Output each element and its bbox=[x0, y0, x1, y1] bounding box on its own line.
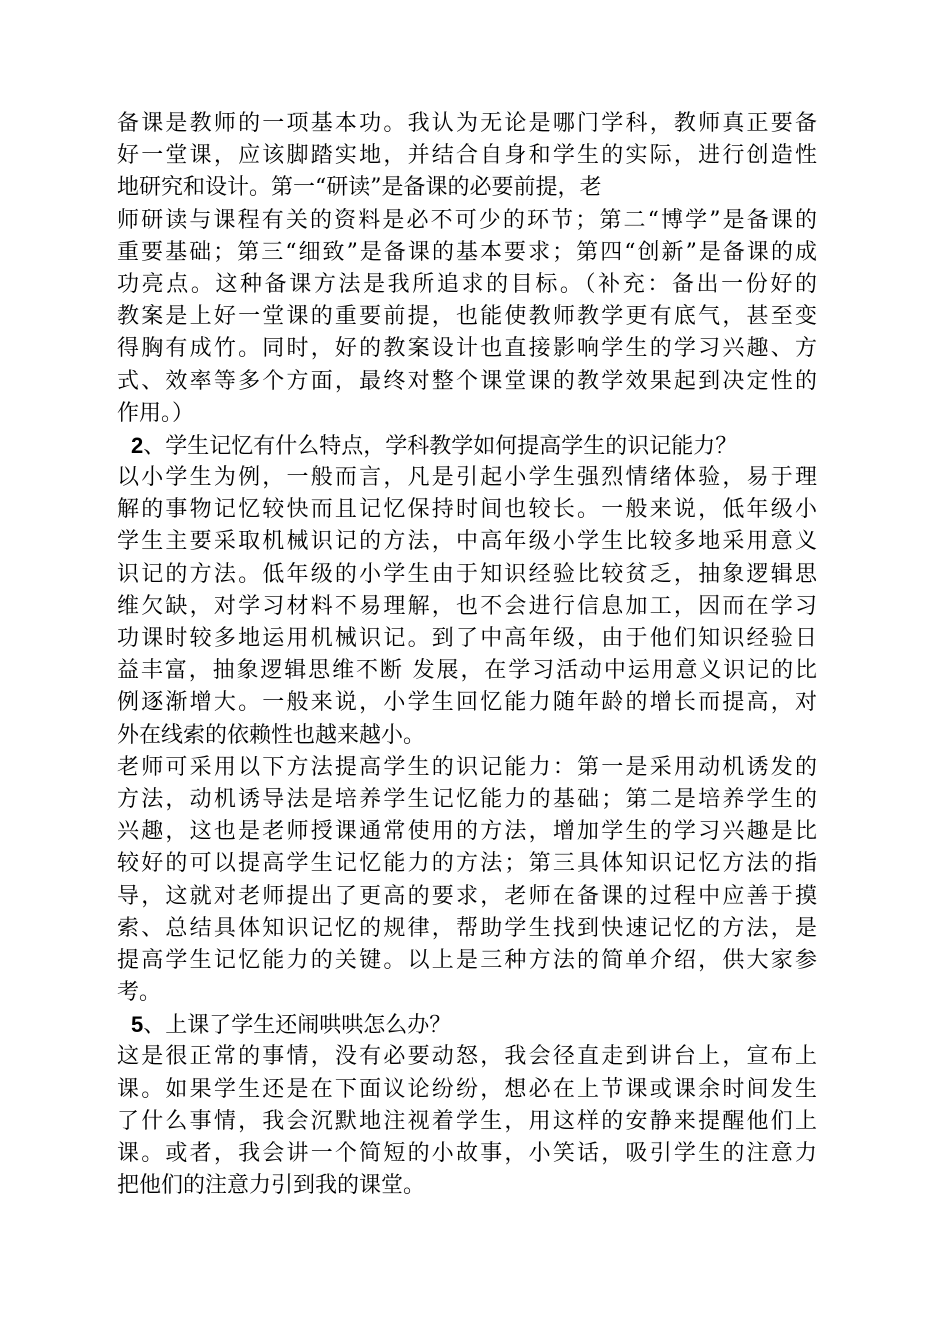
paragraph-line: 方法，动机诱导法是培养学生记忆能力的基础；第二是培养学生的 bbox=[117, 786, 817, 812]
paragraph-line: 识记的方法。低年级的小学生由于知识经验比较贫乏，抽象逻辑思 bbox=[117, 561, 817, 587]
paragraph-line: 功课时较多地运用机械识记。到了中高年级，由于他们知识经验日 bbox=[117, 626, 817, 651]
paragraph-line: 兴趣，这也是老师授课通常使用的方法，增加学生的学习兴趣是比 bbox=[117, 819, 817, 845]
paragraph-line: 以小学生为例，一般而言，凡是引起小学生强烈情绪体验，易于理 bbox=[117, 465, 817, 491]
question-number: 5 bbox=[131, 1012, 144, 1038]
document-body bbox=[117, 108, 817, 1202]
paragraph-line: 教案是上好一堂课的重要前提，也能使教师教学更有底气，甚至变 bbox=[117, 304, 817, 330]
paragraph-line: 提高学生记忆能力的关键。以上是三种方法的简单介绍，供大家参 bbox=[117, 947, 817, 973]
question-text: 、学生记忆有什么特点，学科教学如何提高学生的识记能力？ bbox=[143, 433, 738, 459]
paragraph-line: 导，这就对老师提出了更高的要求，老师在备课的过程中应善于摸 bbox=[117, 883, 817, 909]
paragraph-line: 益丰富，抽象逻辑思维不断 发展，在学习活动中运用意义识记的比 bbox=[117, 658, 817, 684]
paragraph-line: 作用。） bbox=[117, 400, 195, 426]
paragraph-line: 维欠缺，对学习材料不易理解，也不会进行信息加工，因而在学习 bbox=[117, 593, 817, 619]
question-heading bbox=[117, 430, 817, 462]
paragraph-line: 备课是教师的一项基本功。我认为无论是哪门学科，教师真正要备 bbox=[117, 111, 817, 136]
paragraph-line: 了什么事情，我会沉默地注视着学生，用这样的安静来提醒他们上 bbox=[117, 1108, 817, 1134]
paragraph-line: 得胸有成竹。同时，好的教案设计也直接影响学生的学习兴趣、方 bbox=[117, 336, 817, 362]
paragraph-line: 这是很正常的事情，没有必要动怒，我会径直走到讲台上，宣布上 bbox=[117, 1044, 817, 1070]
paragraph-line: 较好的可以提高学生记忆能力的方法；第三具体知识记忆方法的指 bbox=[117, 851, 817, 877]
paragraph-line: 外在线索的依赖性也越来越小。 bbox=[117, 722, 426, 748]
paragraph-line: 学生主要采取机械识记的方法，中高年级小学生比较多地采用意义 bbox=[117, 529, 817, 555]
paragraph-line: 解的事物记忆较快而且记忆保持时间也较长。一般来说，低年级小 bbox=[117, 497, 817, 523]
question-number: 2 bbox=[131, 432, 144, 458]
paragraph-line: 重要基础；第三“细致”是备课的基本要求；第四“创新”是备课的成 bbox=[117, 239, 817, 265]
paragraph-line: 把他们的注意力引到我的课堂。 bbox=[117, 1173, 426, 1199]
question-heading bbox=[117, 1009, 817, 1041]
paragraph-line: 师研读与课程有关的资料是必不可少的环节；第二“博学”是备课的 bbox=[117, 207, 817, 233]
paragraph-line: 地研究和设计。第一“研读”是备课的必要前提，老 bbox=[117, 175, 602, 201]
paragraph-line: 老师可采用以下方法提高学生的识记能力：第一是采用动机诱发的 bbox=[117, 754, 817, 780]
paragraph-line: 课。或者，我会讲一个简短的小故事，小笑话，吸引学生的注意力 bbox=[117, 1141, 817, 1166]
paragraph-line: 索、总结具体知识记忆的规律，帮助学生找到快速记忆的方法，是 bbox=[117, 915, 817, 941]
paragraph-line: 课。如果学生还是在下面议论纷纷，想必在上节课或课余时间发生 bbox=[117, 1076, 817, 1102]
paragraph-line: 例逐渐增大。一般来说，小学生回忆能力随年龄的增长而提高，对 bbox=[117, 690, 817, 716]
paragraph-line: 功亮点。这种备课方法是我所追求的目标。（补充：备出一份好的 bbox=[117, 271, 817, 297]
paragraph-line: 式、效率等多个方面，最终对整个课堂课的教学效果起到决定性的 bbox=[117, 368, 817, 394]
question-text: 、上课了学生还闹哄哄怎么办？ bbox=[143, 1013, 452, 1039]
paragraph-line: 考。 bbox=[117, 980, 162, 1006]
paragraph-line: 好一堂课，应该脚踏实地，并结合自身和学生的实际，进行创造性 bbox=[117, 143, 817, 169]
